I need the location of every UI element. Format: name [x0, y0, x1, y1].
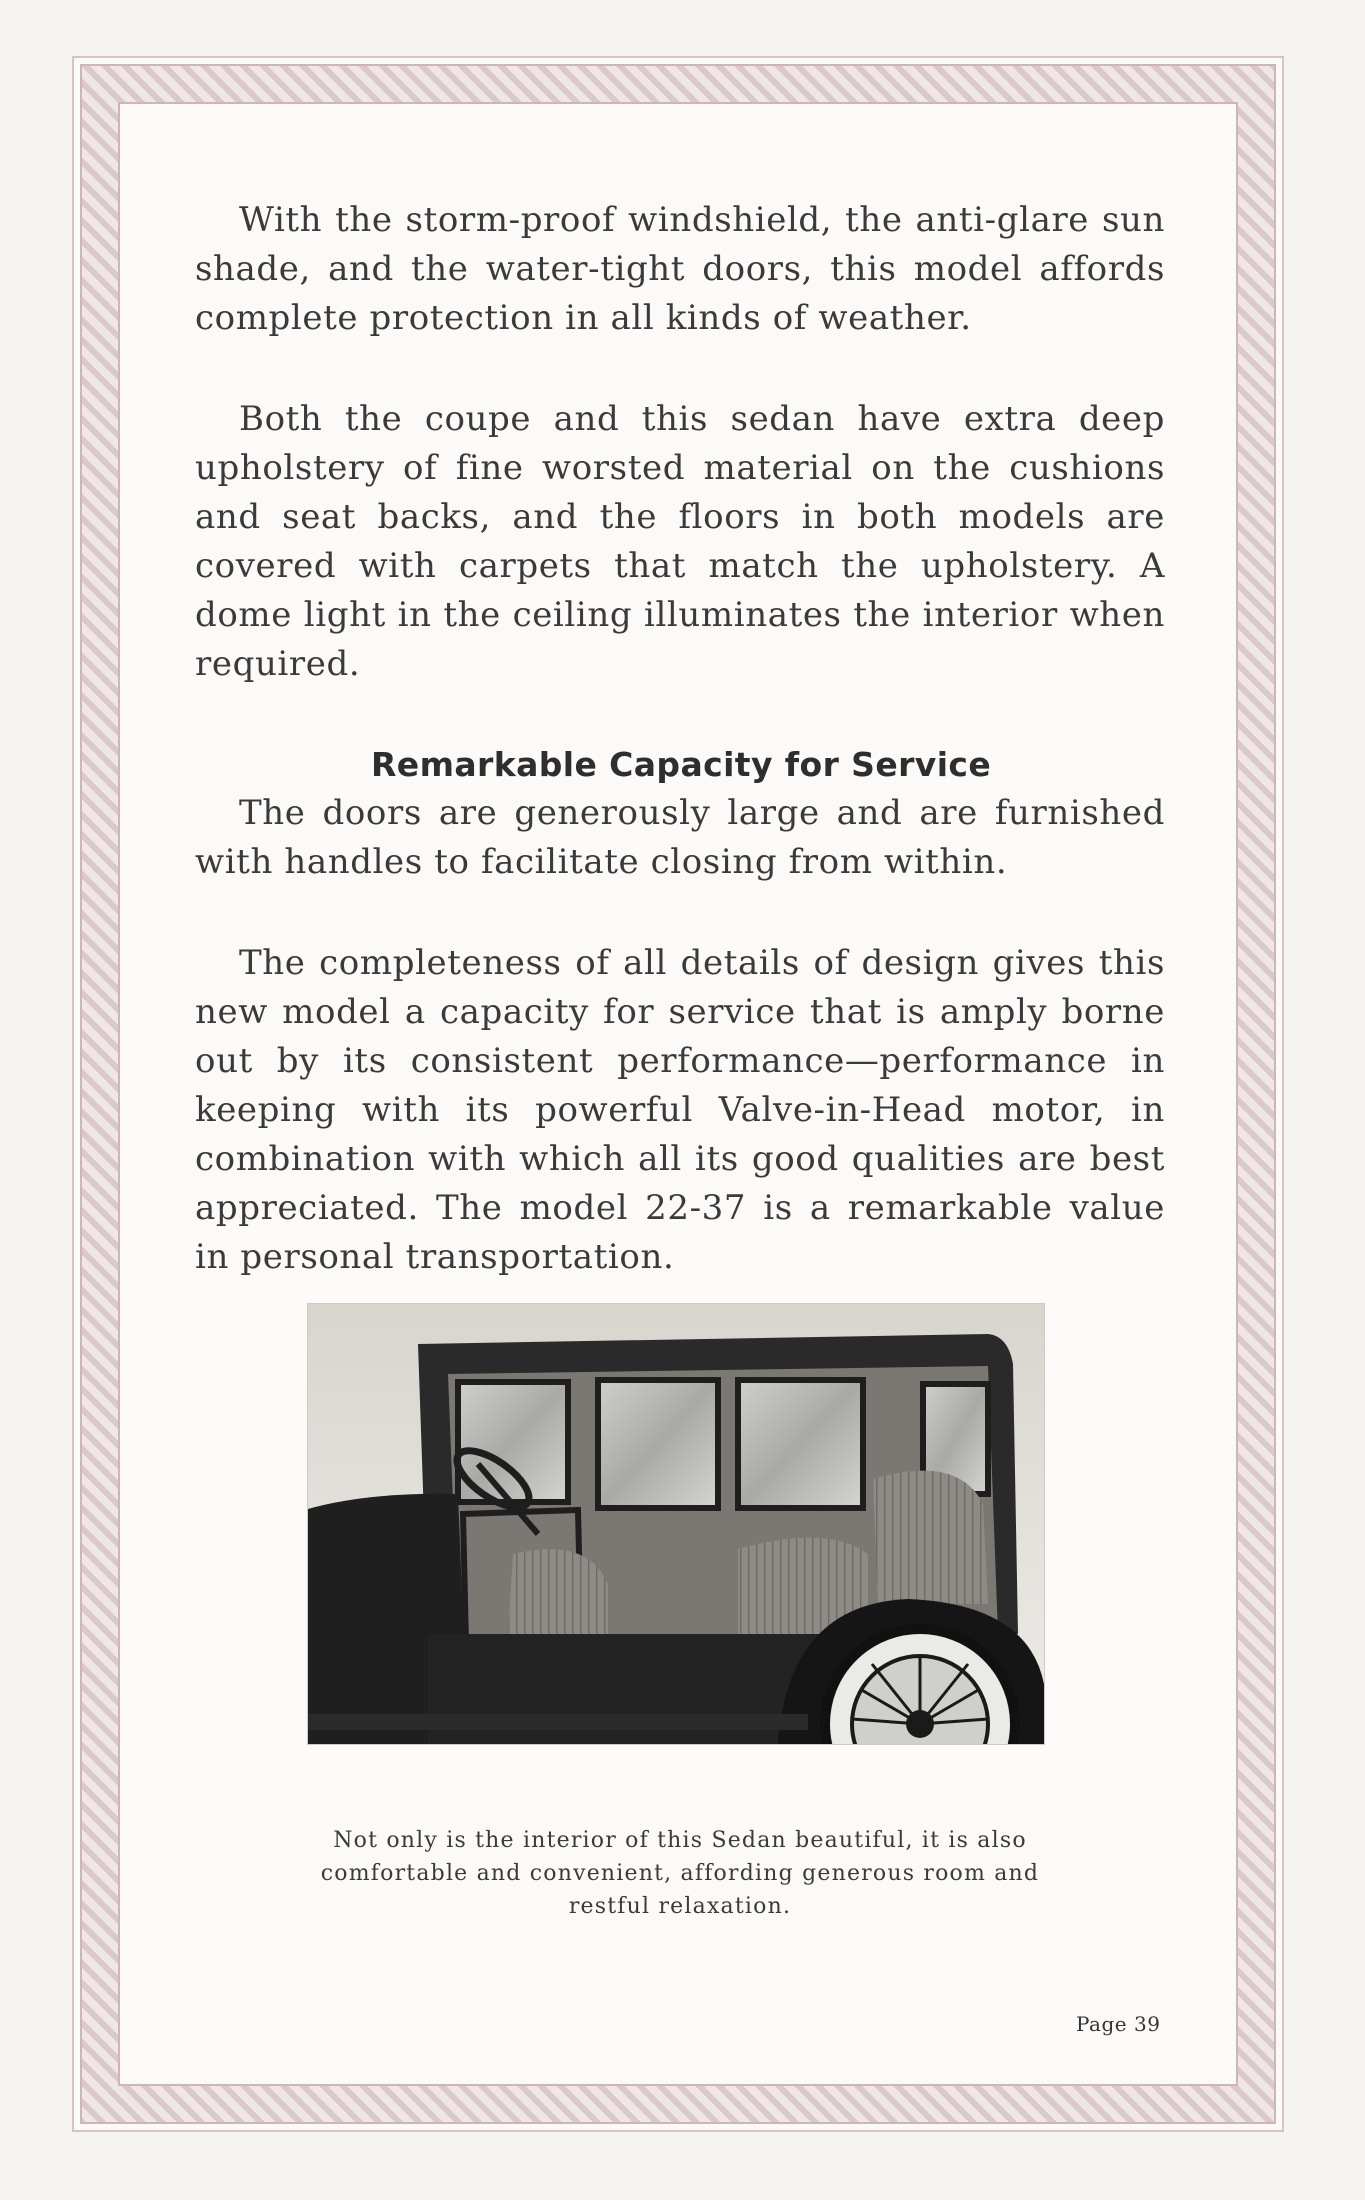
page-number: Page 39: [1076, 2012, 1161, 2036]
section-heading: Remarkable Capacity for Service: [371, 745, 992, 784]
paragraph-weather-protection: With the storm-proof windshield, the anti-glare sun shade, and the water-tight doors, this model affords complete protection in all kinds of weather.: [195, 200, 1165, 338]
main-text: [195, 196, 1165, 1334]
sedan-interior-photo: [307, 1303, 1045, 1745]
photo-caption: Not only is the interior of this Sedan beautiful, it is also comfortable and convenient, affording generous room and restful relaxation.: [320, 1828, 1040, 1919]
paragraph-upholstery: Both the coupe and this sedan have extra deep upholstery of fine worsted material on the cushions and seat backs, and the floors in both models are covered with carpets that match the upholstery. A dome light in the ceiling illuminates the interior when required.: [195, 399, 1165, 684]
paragraph-design-completeness: The completeness of all details of design gives this new model a capacity for service that is amply borne out by its consistent performance—performance in keeping with its powerful Valve-in-Head motor, in combination with which all its good qualities are best appreciated. The model 22-37 is a remarkable value in personal transportation.: [195, 943, 1165, 1277]
sedan-illustration: [308, 1304, 1044, 1744]
paragraph-doors: The doors are generously large and are furnished with handles to facilitate closing from within.: [195, 793, 1165, 882]
